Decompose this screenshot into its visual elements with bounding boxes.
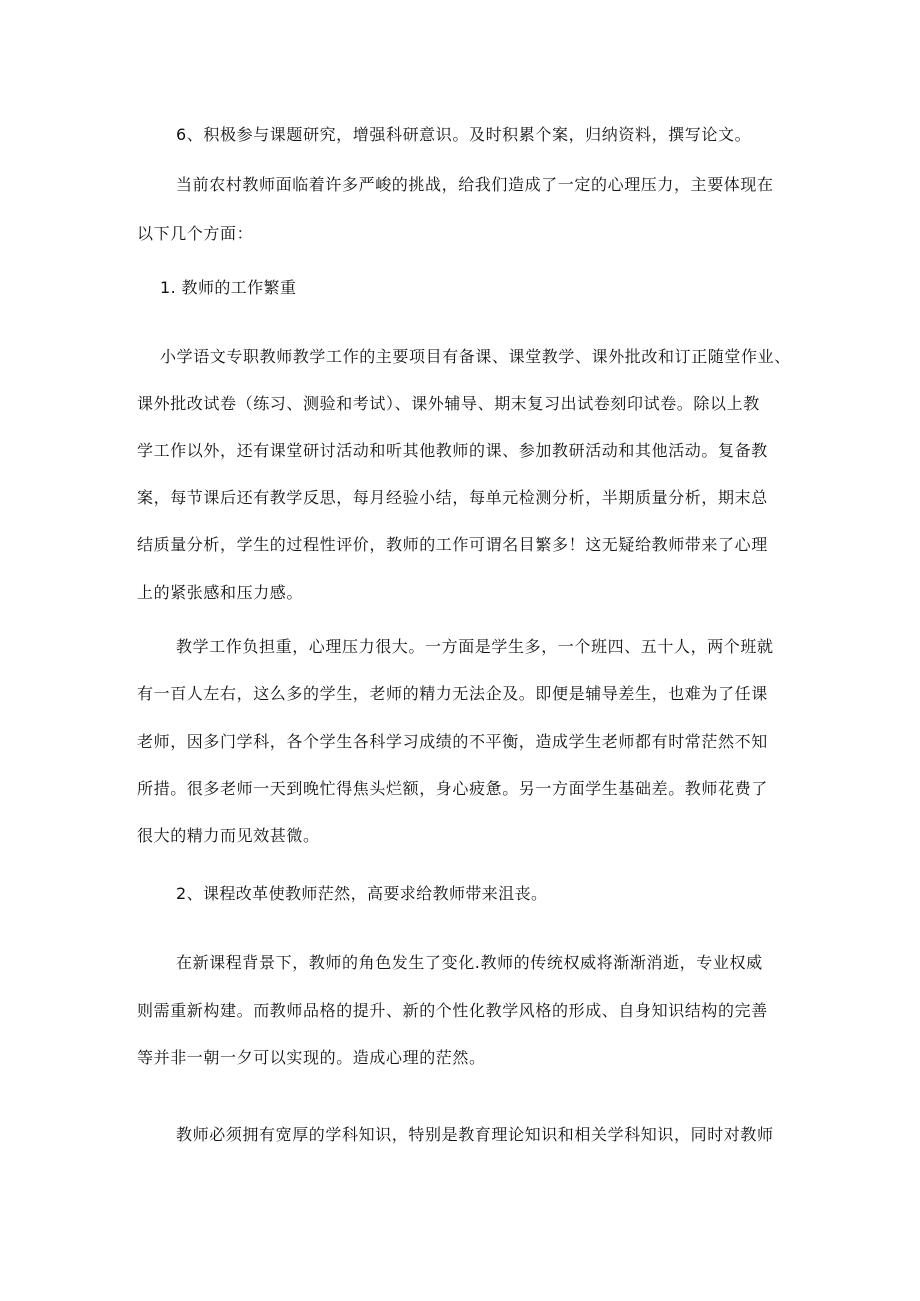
intro-line-2: 以下几个方面： xyxy=(137,224,254,243)
workload-line-3: 学工作以外，还有课堂研讨活动和听其他教师的课、参加教研活动和其他活动。复备教 xyxy=(137,441,768,460)
workload-line-4: 案，每节课后还有教学反思，每月经验小结，每单元检测分析，半期质量分析，期末总 xyxy=(137,488,768,507)
burden-line-4: 所措。很多老师一天到晚忙得焦头烂额，身心疲惫。另一方面学生基础差。教师花费了 xyxy=(137,779,768,798)
reform-line-2: 则需重新构建。而教师品格的提升、新的个性化教学风格的形成、自身知识结构的完善 xyxy=(137,1001,768,1020)
intro-line-1: 当前农村教师面临着许多严峻的挑战，给我们造成了一定的心理压力，主要体现在 xyxy=(176,175,774,194)
burden-line-1: 教学工作负担重，心理压力很大。一方面是学生多，一个班四、五十人，两个班就 xyxy=(176,637,774,656)
burden-line-3: 老师，因多门学科，各个学生各科学习成绩的不平衡，造成学生老师都有时常茫然不知 xyxy=(137,732,768,751)
reform-line-3: 等并非一朝一夕可以实现的。造成心理的茫然。 xyxy=(137,1048,486,1067)
burden-line-2: 有一百人左右，这么多的学生，老师的精力无法企及。即便是辅导差生，也难为了任课 xyxy=(137,684,768,703)
workload-line-5: 结质量分析，学生的过程性评价，教师的工作可谓名目繁多！这无疑给教师带来了心理 xyxy=(137,535,768,554)
workload-line-6: 上的紧张感和压力感。 xyxy=(137,583,304,602)
section-heading-1: 1. 教师的工作繁重 xyxy=(160,278,297,297)
knowledge-line-1: 教师必须拥有宽厚的学科知识，特别是教育理论知识和相关学科知识，同时对教师 xyxy=(176,1125,774,1144)
list-item-6-text: 6、积极参与课题研究，增强科研意识。及时积累个案，归纳资料，撰写论文。 xyxy=(176,125,752,144)
section-heading-2: 2、课程改革使教师茫然，高要求给教师带来沮丧。 xyxy=(176,884,548,903)
workload-line-2: 课外批改试卷（练习、测验和考试）、课外辅导、期末复习出试卷刻印试卷。除以上教 xyxy=(137,394,760,413)
workload-line-1: 小学语文专职教师教学工作的主要项目有备课、课堂教学、课外批改和订正随堂作业、 xyxy=(160,347,791,366)
burden-line-5: 很大的精力而见效甚微。 xyxy=(137,826,320,845)
reform-line-1: 在新课程背景下，教师的角色发生了变化.教师的传统权威将渐渐消逝，专业权威 xyxy=(176,953,763,972)
